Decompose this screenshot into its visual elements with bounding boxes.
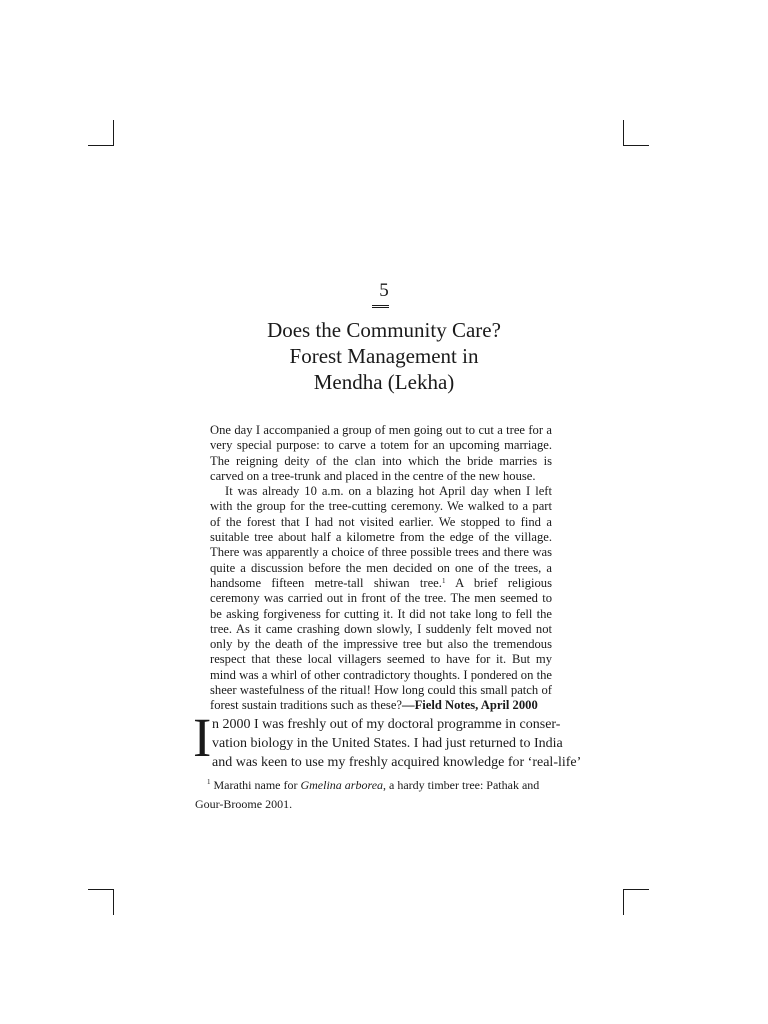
- crop-mark-bottom-right-v: [623, 889, 624, 915]
- chapter-title-line-1: Does the Community Care?: [267, 318, 501, 342]
- epigraph-paragraph-2: [210, 484, 552, 713]
- epigraph-paragraph-1: One day I accompanied a group of men going out to cut a tree for a very special purpose: to carve a totem for an upcoming marriage. The reigning deity of the clan into which the bride marries is carved on a tree-trunk and placed in the centre of the new house.: [210, 423, 552, 483]
- body-line-1: n 2000 I was freshly out of my doctoral programme in conser-: [212, 717, 561, 732]
- footnote-reference: 1: [441, 576, 446, 585]
- footnote-marker: 1: [207, 778, 211, 786]
- body-text: [212, 715, 582, 772]
- footnote-text-end: , a hardy timber tree: Pathak and Gour-Broome 2001.: [195, 778, 540, 811]
- crop-mark-top-right-v: [623, 120, 624, 146]
- footnote-species-name: Gmelina arborea: [300, 778, 384, 792]
- body-line-3: and was keen to use my freshly acquired knowledge for ‘real-life’: [212, 755, 582, 770]
- chapter-title-line-2: Forest Management in: [289, 344, 479, 368]
- crop-mark-top-left-v: [113, 120, 114, 146]
- body-line-2: vation biology in the United States. I had just returned to India: [212, 736, 563, 751]
- chapter-number-rule: [372, 305, 389, 308]
- epigraph: [210, 423, 552, 714]
- epigraph-paragraph-2-continued: A brief religious ceremony was carried out in front of the tree. The men seemed to be asking forgiveness for cutting it. It did not take long to fell the tree. As it came crashing down slowly, I suddenly felt moved not only by the death of the impressive tree but also the tremendous respect that these local villagers seemed to have for it. But my mind was a whirl of other contradictory thoughts. I pondered on the sheer wastefulness of the ritual! How long could this small patch of forest sustain traditions such as these?: [210, 575, 553, 713]
- crop-mark-top-left-h: [88, 145, 114, 146]
- chapter-number: 5: [379, 280, 389, 301]
- chapter-title: [0, 317, 768, 395]
- footnote: [195, 776, 567, 814]
- crop-mark-top-right-h: [623, 145, 649, 146]
- chapter-title-line-3: Mendha (Lekha): [313, 370, 455, 394]
- crop-mark-bottom-right-h: [623, 889, 649, 890]
- epigraph-paragraph-2-text: It was already 10 a.m. on a blazing hot April day when I left with the group for the tree-cutting ceremony. We walked to a part of the forest that I had not visited earlier. We stopped to find a suitable tree about half a kilometre from the edge of the village. There was apparently a choice of three possible trees and there was quite a discussion before the men decided on one of the trees, a handsome fifteen metre-tall shiwan tree.: [210, 484, 552, 590]
- drop-cap: I: [193, 707, 212, 768]
- epigraph-source: —Field Notes, April 2000: [402, 698, 538, 713]
- crop-mark-bottom-left-v: [113, 889, 114, 915]
- footnote-text-start: Marathi name for: [213, 778, 301, 792]
- crop-mark-bottom-left-h: [88, 889, 114, 890]
